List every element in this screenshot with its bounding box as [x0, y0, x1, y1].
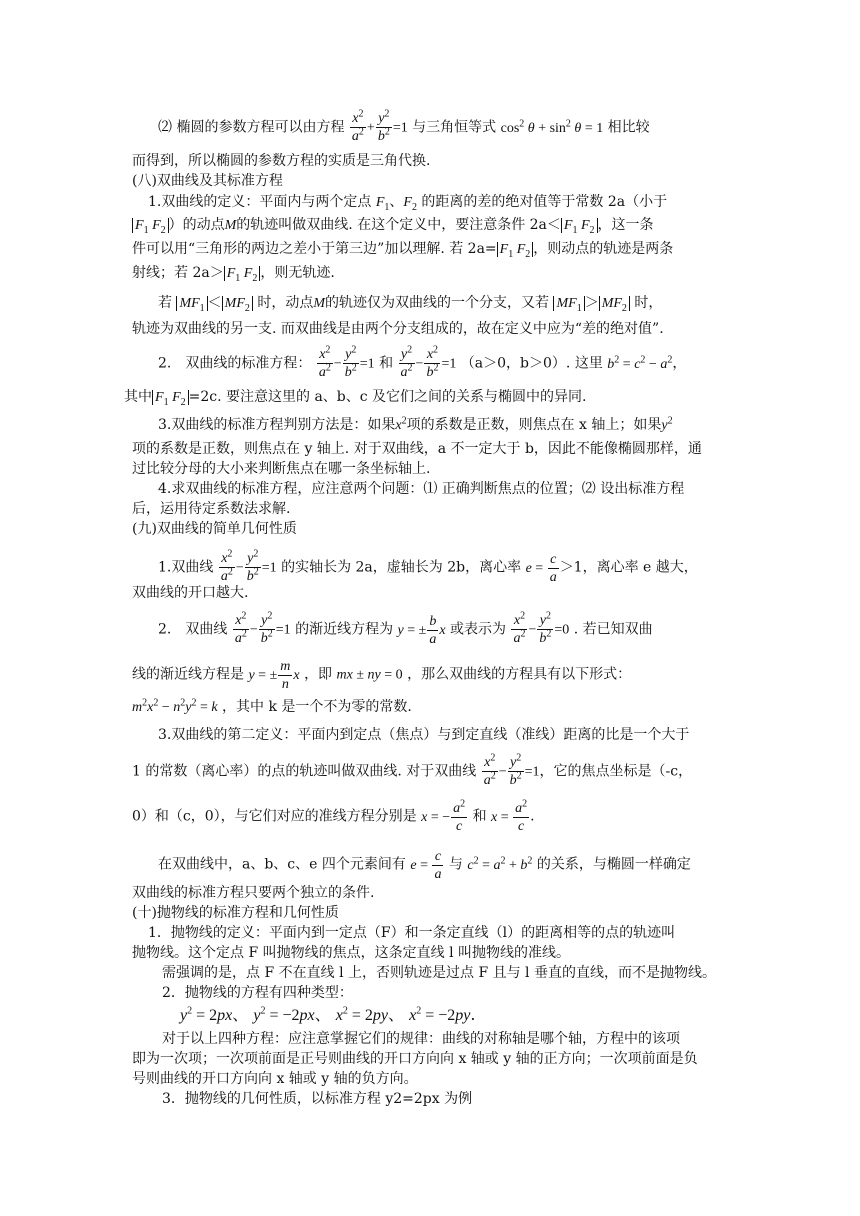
text: ，则无轨迹.: [260, 265, 335, 281]
paragraph-line: 而得到，所以椭圆的参数方程的实质是三角代换.: [132, 153, 431, 169]
formula-parabola-types: [180, 1006, 475, 1025]
formula-fraction: $\frac{x^2}{a^2}$: [234, 610, 247, 646]
paragraph-line: 2．抛物线的方程有四种类型：: [162, 985, 353, 1001]
paragraph-line: 1．抛物线的定义：平面内到一定点（F）和一条定直线（l）的距离相等的点的轨迹叫: [148, 925, 676, 941]
formula-M: M: [224, 218, 237, 233]
paragraph-line: 若 $MF_1 < MF_2$ 时，动点M的轨迹仅为双曲线的一个分支，又若 $MF_1 > MF_2$ 时，: [158, 295, 663, 314]
text: 的距离的差的绝对值等于常数 2a（小于: [421, 194, 668, 210]
formula-F1F2: $F_1$ $F_2$: [132, 218, 169, 233]
section-heading-hyperbola: (八)双曲线及其标准方程: [132, 173, 283, 189]
formula-F1F2: $F_1$ $F_2$: [224, 266, 261, 281]
paragraph-line: 抛物线。这个定点 F 叫抛物线的焦点，这条定直线 l 叫抛物线的准线。: [132, 945, 570, 961]
text: 件可以用“三角形的两边之差小于第三边”加以理解. 若 2a=: [132, 241, 497, 257]
text: . 若已知双曲: [573, 621, 653, 638]
text: 项的系数是正数，则焦点在 x 轴上；如果: [406, 417, 662, 433]
text: ，这一条: [597, 217, 654, 233]
formula-fraction: $\frac{x^2}{a^2}$: [318, 344, 331, 380]
paragraph-line: [132, 264, 335, 283]
formula-fraction: $\frac{y^2}{a^2}$: [400, 344, 413, 380]
text: ，: [672, 355, 687, 372]
formula-F1F2: $F_1$ $F_2$: [152, 390, 189, 405]
section-heading-hyperbola-geometry: (九)双曲线的简单几何性质: [132, 521, 297, 537]
paragraph-ellipse-parametric: ⑵ 椭圆的参数方程可以由方程 $\frac{x^2}{a^2}$ + $\frac{y^2}{b^2}$ =1 与三角恒等式 $\cos^2 \theta + \sin^2 \theta = 1$ 相比较: [158, 108, 650, 144]
text: 和: [379, 355, 394, 372]
text: 0）和（c，0），与它们对应的准线方程分别是: [132, 808, 417, 825]
text: 相比较: [607, 119, 650, 136]
text: 的实轴长为 2a，虚轴长为 2b，离心率: [281, 559, 522, 576]
text: 1 的常数（离心率）的点的轨迹叫做双曲线. 对于双曲线: [132, 763, 477, 780]
paragraph-line: 3．抛物线的几何性质，以标准方程 y2=2px 为例: [162, 1091, 473, 1107]
text: 1.双曲线: [158, 559, 214, 576]
paragraph-line: 1 的常数（离心率）的点的轨迹叫做双曲线. 对于双曲线 $\frac{x^2}{a^2}$ − $\frac{y^2}{b^2}$ =1，它的焦点坐标是（-c，: [132, 752, 693, 788]
text: 线的渐近线方程是: [132, 666, 244, 683]
text: 时，动点: [257, 295, 314, 311]
formula-fraction: $\frac{x^2}{a^2}$: [483, 752, 496, 788]
text: 的渐近线方程为: [295, 621, 394, 638]
paragraph-line: [158, 416, 673, 435]
paragraph-line: 2. 双曲线 $\frac{x^2}{a^2}$ − $\frac{y^2}{b^2}$ =1 的渐近线方程为 y = ± $\frac{b}{a}$ x 或表示为 $\frac{x^2}{a^2}$ − $\frac{y^2}{b^2}$ =0 . 若已知双曲: [158, 610, 653, 647]
paragraph-line: 后，运用待定系数法求解.: [132, 501, 291, 517]
text: 、: [314, 1005, 331, 1024]
formula-asymptote-mn: y = ± $\frac{m}{n}$ x: [248, 659, 300, 692]
formula-trig-identity: $\cos^2 \theta + \sin^2 \theta = 1$: [500, 117, 604, 136]
text: ，即: [304, 666, 333, 683]
text: 、: [232, 1005, 249, 1024]
text: ，其中 k 是一个不为零的常数.: [222, 699, 412, 715]
text: 、: [387, 1005, 404, 1024]
formula-fraction: $\frac{y^2}{b^2}$: [260, 610, 273, 646]
text: 与: [448, 856, 463, 873]
paragraph-line: [148, 193, 667, 212]
paragraph-line: [132, 698, 412, 717]
paragraph-line: 3.双曲线的第二定义：平面内到定点（焦点）与到定直线（准线）距离的比是一个大于: [158, 727, 690, 743]
text: ，它的焦点坐标是（-c，: [539, 763, 693, 780]
formula-F2: $F_2$: [403, 195, 417, 213]
formula-y2-over-b2: $\frac{y^2}{b^2}$: [377, 108, 390, 144]
text: 、: [389, 194, 404, 210]
text: 射线；若 2a＞: [132, 265, 224, 281]
paragraph-line: 过比较分母的大小来判断焦点在哪一条坐标轴上.: [132, 461, 431, 477]
formula-F1F2: $F_1$ $F_2$: [497, 242, 534, 257]
text: 2. 双曲线的标准方程：: [158, 355, 312, 372]
text: .: [530, 808, 535, 825]
text: .: [470, 1005, 476, 1024]
paragraph-line: [132, 800, 535, 835]
paragraph-line: 轨迹为双曲线的另一支. 而双曲线是由两个分支组成的，故在定义中应为“差的绝对值”.: [132, 321, 664, 337]
formula-fraction: $\frac{y^2}{b^2}$: [246, 548, 259, 584]
formula-asymptote: y = ± $\frac{b}{a}$ x: [397, 613, 446, 647]
text: 的轨迹仅为双曲线的一个分支，又若: [325, 295, 550, 311]
text: 若: [158, 295, 172, 311]
text: 时，: [634, 295, 663, 311]
paragraph-line: [132, 658, 631, 693]
formula-fraction: $\frac{y^2}{b^2}$: [344, 344, 357, 380]
paragraph-line: [132, 216, 654, 235]
formula-directrix-right: x = $\frac{a^2}{c}$: [491, 798, 528, 834]
formula-fraction: $\frac{x^2}{a^2}$: [220, 548, 233, 584]
text: （a＞0，b＞0）. 这里: [460, 355, 603, 372]
formula-fraction: $\frac{x^2}{b^2}$: [426, 344, 439, 380]
formula-y2-2px: $y^2 = 2px$: [180, 1005, 233, 1024]
formula-mx-ny: mx ± ny = 0: [336, 667, 403, 683]
text: 的轨迹叫做双曲线. 在这个定义中，要注意条件 2a＜: [236, 217, 561, 233]
formula-MF1: $MF_1$: [176, 296, 207, 311]
paragraph-line: 号则曲线的开口方向向 x 轴或 y 轴的负方向。: [132, 1071, 418, 1087]
paragraph-line: 项的系数是正数，则焦点在 y 轴上. 对于双曲线，a 不一定大于 b，因此不能像椭圆那样，通: [132, 441, 702, 457]
formula-e-c-over-a: e = $\frac{c}{a}$: [410, 849, 442, 882]
paragraph-line: 双曲线的标准方程只要两个独立的条件.: [132, 885, 375, 901]
text: ，那么双曲线的方程具有以下形式：: [407, 666, 632, 683]
paragraph-line: 2. 双曲线的标准方程： $\frac{x^2}{a^2}$ − $\frac{y^2}{b^2}$ =1 和 $\frac{y^2}{a^2}$ − $\frac{x^2}{b^2}$ =1 （a＞0，b＞0）. 这里 $b^2 = c^2 - a^2$，: [158, 344, 687, 380]
paragraph-line: 对于以上四种方程：应注意掌握它们的规律：曲线的对称轴是哪个轴，方程中的该项: [162, 1031, 680, 1047]
section-heading-parabola: (十)抛物线的标准方程和几何性质: [132, 905, 339, 921]
text: 与三角恒等式: [412, 119, 497, 136]
paragraph-line: [158, 848, 691, 883]
text: 的关系，与椭圆一样确定: [536, 856, 691, 873]
formula-b2-c2-a2: $b^2 = c^2 - a^2$: [607, 353, 673, 372]
formula-fraction: $\frac{y^2}{b^2}$: [539, 610, 552, 646]
paragraph-line: [124, 388, 587, 407]
formula-e-c-over-a: e = $\frac{c}{a}$: [525, 551, 557, 585]
formula-MF2: $MF_2$: [222, 296, 253, 311]
text: =2c. 要注意这里的 a、b、c 及它们之间的关系与椭圆中的异同.: [188, 389, 587, 405]
paragraph-line: 双曲线的开口越大.: [132, 585, 249, 601]
formula-directrix-left: x = − $\frac{a^2}{c}$: [421, 798, 466, 834]
formula-y2-neg2px: $y^2 = -2px$: [253, 1005, 315, 1024]
text: 在双曲线中，a、b、c、e 四个元素间有: [158, 856, 406, 873]
formula-F1F2: $F_1$ $F_2$: [561, 218, 598, 233]
formula-c2-a2-b2: $c^2 = a^2 + b^2$: [467, 855, 533, 873]
formula-MF2: $MF_2$: [599, 296, 630, 311]
formula-x2-neg2py: $x^2 = -2py$: [409, 1005, 471, 1024]
formula-fraction: $\frac{x^2}{a^2}$: [513, 610, 526, 646]
text: ⑵ 椭圆的参数方程可以由方程: [158, 119, 345, 136]
paragraph-line: 需强调的是，点 F 不在直线 l 上，否则轨迹是过点 F 且与 l 垂直的直线，而不是抛物线。: [162, 965, 716, 981]
text: 2. 双曲线: [158, 621, 228, 638]
text: ）的动点: [168, 217, 225, 233]
text: ＞1，离心率 e 越大，: [559, 559, 698, 576]
paragraph-line: 1.双曲线 $\frac{x^2}{a^2}$ − $\frac{y^2}{b^2}$ =1 的实轴长为 2a，虚轴长为 2b，离心率 e = $\frac{c}{a}$ ＞1，离心率 e 越大，: [158, 548, 698, 585]
text: 或表示为: [450, 621, 507, 638]
text: 和: [472, 808, 487, 825]
formula-M: M: [313, 296, 326, 311]
text: 3.双曲线的标准方程判别方法是：如果: [158, 417, 396, 433]
text: 其中: [124, 389, 152, 405]
formula-x2-2py: $x^2 = 2py$: [335, 1005, 388, 1024]
paragraph-line: 4.求双曲线的标准方程，应注意两个问题：⑴ 正确判断焦点的位置；⑵ 设出标准方程: [158, 481, 685, 497]
text: 1.双曲线的定义：平面内与两个定点: [148, 194, 372, 210]
formula-fraction: $\frac{y^2}{b^2}$: [509, 752, 522, 788]
formula-x2-over-a2: $\frac{x^2}{a^2}$: [351, 108, 364, 144]
formula-F1: $F_1$: [375, 195, 390, 213]
paragraph-line: [132, 240, 673, 259]
formula-y2: $y^2$: [661, 415, 673, 433]
formula-MF1: $MF_1$: [553, 296, 584, 311]
paragraph-line: 即为一次项；一次项前面是正号则曲线的开口方向向 x 轴或 y 轴的正方向；一次项前面是负: [132, 1051, 698, 1067]
formula-m2x2-n2y2: $m^2x^2 - n^2y^2 = k$: [132, 697, 218, 715]
text: ，则动点的轨迹是两条: [533, 241, 674, 257]
formula-x2: $x^2$: [395, 415, 407, 433]
